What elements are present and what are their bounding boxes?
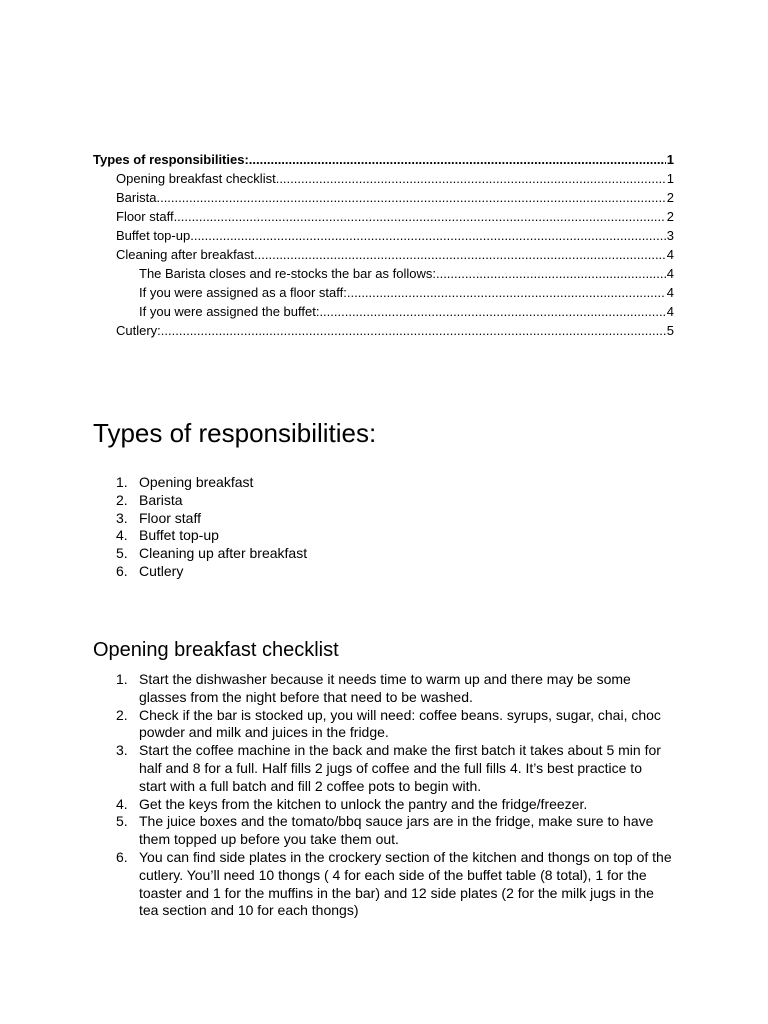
toc-entry-page: 2 [666,209,674,224]
toc-entry-title: Cutlery: [116,323,161,338]
list-item-number: 5. [116,813,128,830]
section-heading-types-of-responsibilities: Types of responsibilities: [93,418,377,448]
list-item-text: The juice boxes and the tomato/bbq sauce jars are in the fridge, make sure to have them topped up before you take them out. [139,813,654,848]
toc-leader [436,264,666,283]
toc-leader [276,169,666,188]
toc-entry-title: If you were assigned as a floor staff: [139,285,347,300]
toc-entry-page: 5 [666,323,674,338]
checklist-item [93,742,673,795]
responsibilities-list [93,474,693,581]
toc-entry[interactable] [93,150,674,169]
list-item-number: 4. [116,527,128,544]
toc-entry[interactable] [93,245,674,264]
list-item-number: 2. [116,491,128,508]
list-item [93,474,693,492]
toc-entry-title: Types of responsibilities: [93,152,249,167]
toc-entry-title: Cleaning after breakfast [116,247,255,262]
toc-entry[interactable] [93,226,674,245]
list-item-number: 1. [116,671,128,687]
checklist-item [93,813,673,849]
toc-entry-page: 4 [666,266,674,281]
toc-entry[interactable] [93,169,674,188]
list-item [93,527,693,545]
list-item [93,545,693,563]
list-item-number: 6. [116,562,128,579]
list-item [93,563,693,581]
table-of-contents [93,150,674,340]
list-item-number: 6. [116,848,128,865]
toc-entry-page: 1 [666,171,674,186]
list-item-number: 5. [116,545,128,562]
toc-entry-title: If you were assigned the buffet: [139,304,320,319]
toc-entry[interactable] [93,321,674,340]
opening-checklist [93,671,673,920]
toc-entry-page: 3 [666,228,674,243]
toc-entry[interactable] [93,207,674,226]
toc-entry-title: Opening breakfast checklist [116,171,276,186]
toc-leader [347,283,666,302]
toc-entry[interactable] [93,283,674,302]
toc-entry[interactable] [93,302,674,321]
list-item-text: Start the dishwasher because it needs time to warm up and there may be some glasses from the night before that need to be washed. [139,671,631,705]
checklist-item [93,671,673,707]
toc-entry[interactable] [93,264,674,283]
section-heading-opening-breakfast-checklist: Opening breakfast checklist [93,639,339,661]
toc-entry-page: 2 [666,190,674,205]
toc-entry-page: 4 [666,285,674,300]
list-item-text: Start the coffee machine in the back and make the first batch it takes about 5 min for half and 8 for a full. Half fills 2 jugs of coffee and the full fills 4. It’s best practice to start with a full batch and fill 2 coffee pots to begin with. [139,742,661,794]
list-item-text: Cutlery [139,562,184,579]
toc-leader [161,321,666,340]
toc-leader [190,226,666,245]
list-item [93,492,693,510]
list-item-text: Get the keys from the kitchen to unlock the pantry and the fridge/freezer. [139,795,588,812]
checklist-item [93,707,673,743]
list-item-number: 3. [116,742,128,759]
toc-leader [156,188,665,207]
list-item-text: Buffet top-up [139,527,219,544]
checklist-item [93,796,673,814]
toc-entry-title: Floor staff [116,209,174,224]
list-item-text: Check if the bar is stocked up, you will need: coffee beans. syrups, sugar, chai, choc powder and milk and juices in the fridge. [139,706,661,741]
toc-entry-title: The Barista closes and re-stocks the bar as follows: [139,266,436,281]
list-item-text: Cleaning up after breakfast [139,545,308,562]
list-item-number: 4. [116,795,128,812]
list-item-number: 2. [116,706,128,723]
checklist-item [93,849,673,920]
toc-entry-page: 4 [666,304,674,319]
toc-entry-title: Barista [116,190,157,205]
toc-entry-page: 4 [666,247,674,262]
list-item-text: You can find side plates in the crockery section of the kitchen and thongs on top of the cutlery. You’ll need 10 thongs ( 4 for each side of the buffet table (8 total), 1 for the toaster and 1 for the muffins in the bar) and 12 side plates (2 for the milk jugs in the tea section and 10 for each thongs) [139,848,672,919]
toc-entry-title: Buffet top-up [116,228,191,243]
toc-entry-page: 1 [666,152,674,167]
toc-leader [174,207,666,226]
toc-leader [319,302,665,321]
list-item-number: 3. [116,509,128,526]
toc-leader [249,150,666,169]
list-item-text: Opening breakfast [139,474,254,490]
toc-leader [254,245,666,264]
list-item [93,510,693,528]
list-item-text: Floor staff [139,509,201,526]
list-item-number: 1. [116,474,128,490]
list-item-text: Barista [139,491,183,508]
toc-entry[interactable] [93,188,674,207]
